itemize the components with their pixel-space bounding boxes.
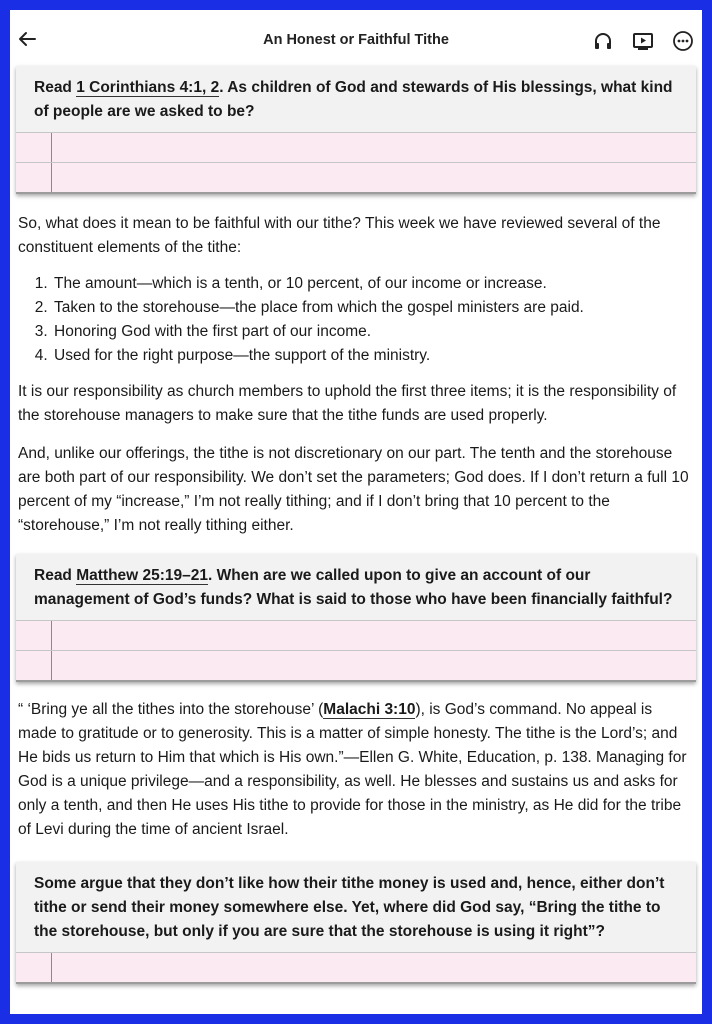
question-box-2 [16,554,696,682]
toolbar-icons [592,30,694,52]
paragraph: And, unlike our offerings, the tithe is not discretionary on our part. The tenth and the storehouse are both part of our responsibility. We don’t set the parameters; God does. If I don’t return a full 10 percent of my “increase,” I’m not really tithing; and if I don’t bring that 10 percent to the “storehouse,” I’m not really tithing either. [18,445,689,534]
quote-paragraph: “ ‘Bring ye all the tithes into the storehouse’ (Malachi 3:10), is God’s command. No appeal is made to gratitude or to generosity. This is a matter of simple honesty. The tithe is the Lord’s; and He bids us return to Him that which is His own.”—Ellen G. White, Education, p. 138. Managing for God is a unique privilege—and a responsibility, as well. He blesses and sustains us and asks for only a tenth, and then He uses His tithe to provide for those in the ministry, as He did for the tribe of Levi during the time of ancient Israel. [18,701,687,838]
lesson-content [10,66,702,984]
app-frame [10,10,702,1014]
page-title: An Honest or Faithful Tithe [263,32,449,48]
answer-field[interactable] [16,952,696,984]
list-item: 4. Used for the right purpose—the support of the ministry. [52,344,702,368]
list-item: 3. Honoring God with the first part of our income. [52,320,702,344]
more-icon[interactable] [672,30,694,52]
answer-line[interactable] [16,651,696,682]
answer-line[interactable] [16,953,696,984]
list-item: 2. Taken to the storehouse—the place from which the gospel ministers are paid. [52,296,702,320]
question-text: Read Matthew 25:19–21. When are we called upon to give an account of our management of God’s funds? What is said to those who have been financially faithful? [34,567,673,608]
question-box-1 [16,66,696,194]
answer-line[interactable] [16,621,696,651]
question-box-3 [16,862,696,984]
paragraph: So, what does it mean to be faithful with our tithe? This week we have reviewed several of the constituent elements of the tithe: [18,215,661,256]
scripture-link[interactable]: 1 Corinthians 4:1, 2 [76,79,220,96]
answer-field[interactable] [16,132,696,194]
answer-line[interactable] [16,163,696,194]
numbered-list [10,272,702,368]
top-bar [10,10,702,66]
answer-line[interactable] [16,133,696,163]
paragraph: It is our responsibility as church members to uphold the first three items; it is the responsibility of the storehouse managers to make sure that the tithe funds are used properly. [18,383,677,424]
play-video-icon[interactable] [632,30,654,52]
scripture-link[interactable]: Malachi 3:10 [323,701,416,718]
question-text: Read 1 Corinthians 4:1, 2. As children of God and stewards of His blessings, what kind of people are we asked to be? [34,79,673,120]
list-item: 1. The amount—which is a tenth, or 10 percent, of our income or increase. [52,272,702,296]
headphones-icon[interactable] [592,30,614,52]
question-text: Some argue that they don’t like how their tithe money is used and, hence, either don’t tithe or send their money somewhere else. Yet, where did God say, “Bring the tithe to the storehouse, but only if you are sure that the storehouse is using it right”? [34,875,665,940]
answer-field[interactable] [16,620,696,682]
scripture-link[interactable]: Matthew 25:19–21 [76,567,209,584]
